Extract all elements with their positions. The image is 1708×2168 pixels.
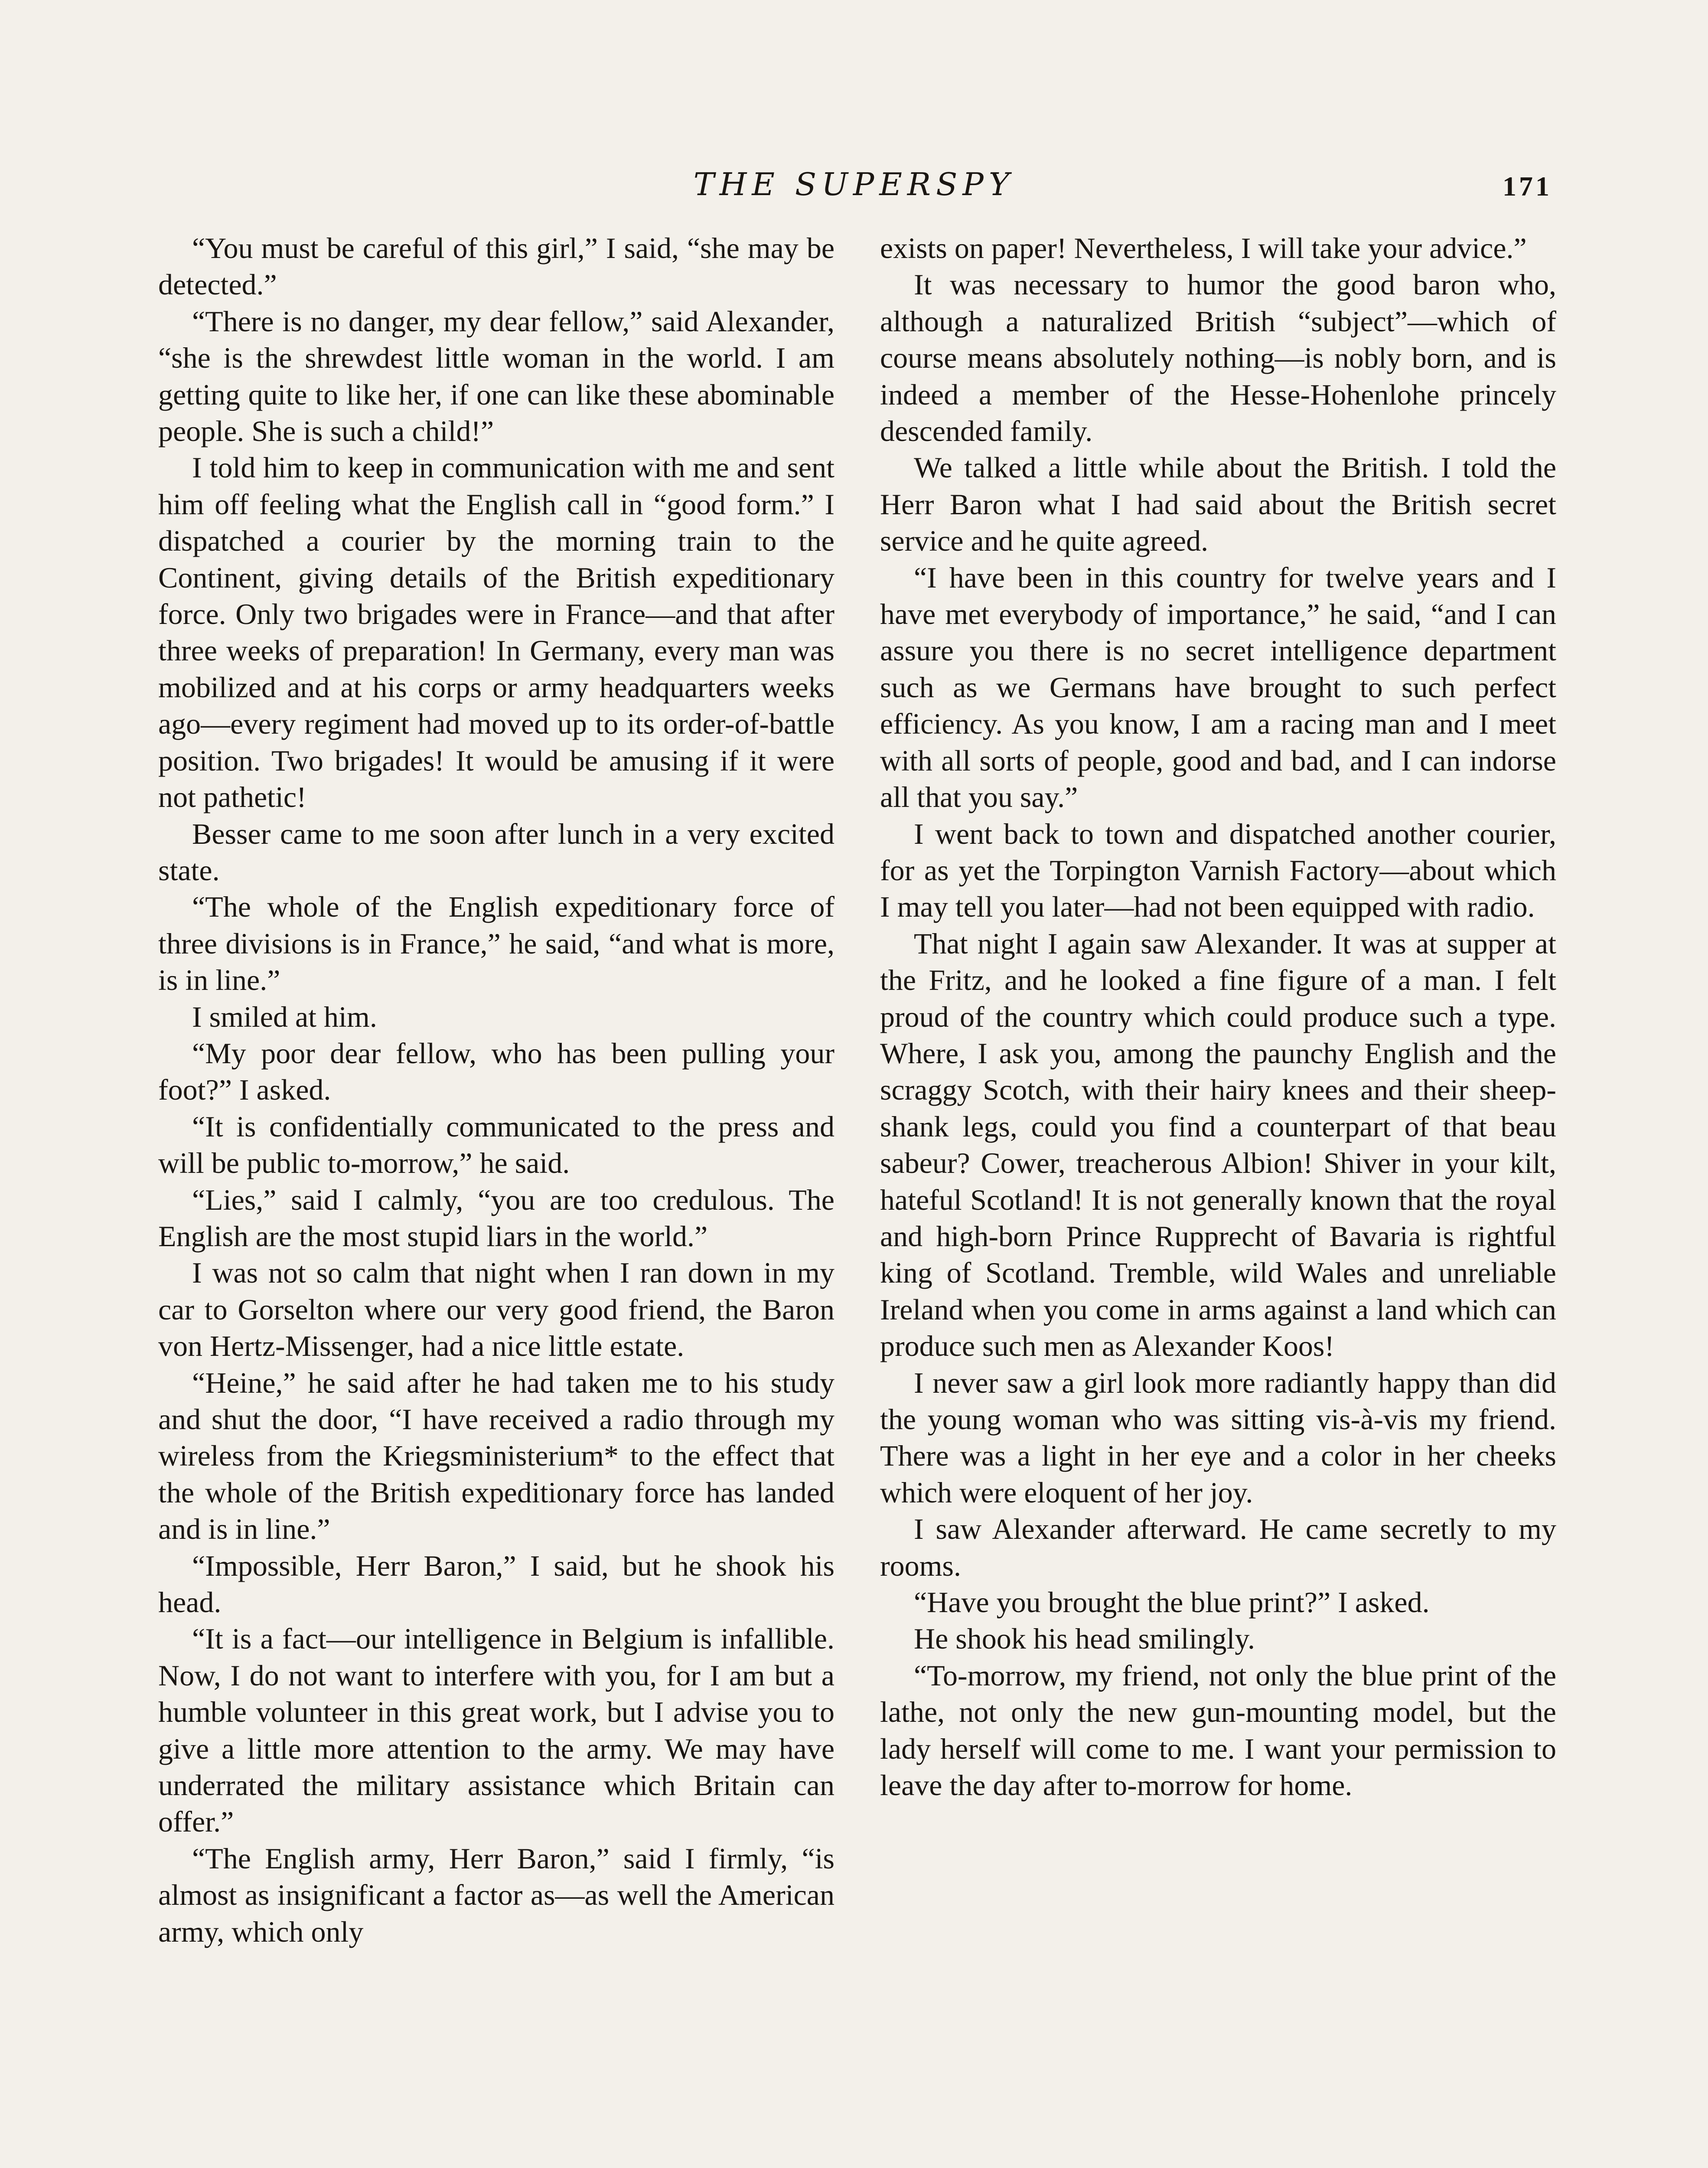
paragraph: I never saw a girl look more radiantly happy than did the young woman who was sitting vis-à-vis my friend. There was a light in her eye and a color in her cheeks which were eloquent of her joy.	[880, 1366, 1556, 1509]
page-number: 171	[1503, 171, 1552, 202]
paragraph: That night I again saw Alexander. It was at supper at the Fritz, and he looked a fine figure of a man. I felt proud of the country which could produce such a type. Where, I ask you, among the paunchy English and the scraggy Scotch, with their hairy knees and their sheep-shank legs, could you find a counterpart of that beau sabeur? Cower, treacherous Albion! Shiver in your kilt, hateful Scotland! It is not generally known that the royal and high-born Prince Rupprecht of Bavaria is rightful king of Scotland. Tremble, wild Wales and unreliable Ireland when you come in arms against a land which can produce such men as Alexander Koos!	[880, 927, 1556, 1363]
paragraph: I told him to keep in communication with me and sent him off feeling what the English call in “good form.” I dispatched a courier by the morning train to the Continent, giving details of the British expeditionary force. Only two brigades were in France—and that after three weeks of preparation! In Germany, every man was mobilized and at his corps or army headquarters weeks ago—every regiment had moved up to its order-of-battle position. Two brigades! It would be amusing if it were not pathetic!	[158, 451, 834, 814]
paragraph: I was not so calm that night when I ran down in my car to Gorselton where our very good friend, the Baron von Hertz-Missenger, had a nice little estate.	[158, 1256, 834, 1363]
running-title: THE SUPERSPY	[693, 166, 1015, 202]
paragraph: “Lies,” said I calmly, “you are too credulous. The English are the most stupid liars in the world.”	[158, 1183, 834, 1253]
left-column	[158, 230, 834, 1950]
paragraph: It was necessary to humor the good baron who, although a naturalized British “subject”—which of course means absolutely nothing—is nobly born, and is indeed a member of the Hesse-Hohenlohe princely descended family.	[880, 268, 1556, 448]
paragraph: “Impossible, Herr Baron,” I said, but he shook his head.	[158, 1549, 834, 1619]
paragraph: Besser came to me soon after lunch in a very excited state.	[158, 817, 834, 887]
paragraph: “My poor dear fellow, who has been pulling your foot?” I asked.	[158, 1036, 834, 1107]
paragraph: “Heine,” he said after he had taken me to his study and shut the door, “I have received a radio through my wireless from the Kriegsministerium* to the effect that the whole of the British expeditionary force has landed and is in line.”	[158, 1366, 834, 1546]
paragraph: “You must be careful of this girl,” I said, “she may be detected.”	[158, 232, 834, 301]
paragraph: I saw Alexander afterward. He came secretly to my rooms.	[880, 1512, 1556, 1582]
paragraph: We talked a little while about the British. I told the Herr Baron what I had said about the British secret service and he quite agreed.	[880, 451, 1556, 558]
running-head	[0, 160, 1708, 208]
paragraph: I went back to town and dispatched another courier, for as yet the Torpington Varnish Factory—about which I may tell you later—had not been equipped with radio.	[880, 817, 1556, 924]
paragraph: “The English army, Herr Baron,” said I firmly, “is almost as insignificant a factor as—as well the American army, which only	[158, 1841, 834, 1948]
paragraph: “I have been in this country for twelve years and I have met everybody of importance,” he said, “and I can assure you there is no secret intelligence department such as we Germans have brought to such perfect efficiency. As you know, I am a racing man and I meet with all sorts of people, good and bad, and I can indorse all that you say.”	[880, 561, 1556, 814]
paragraph: “There is no danger, my dear fellow,” said Alexander, “she is the shrewdest little woman in the world. I am getting quite to like her, if one can like these abominable people. She is such a child!”	[158, 304, 834, 448]
paragraph: “It is a fact—our intelligence in Belgium is infallible. Now, I do not want to interfere with you, for I am but a humble volunteer in this great work, but I advise you to give a little more attention to the army. We may have underrated the military assistance which Britain can offer.”	[158, 1622, 834, 1838]
paragraph: “The whole of the English expeditionary force of three divisions is in France,” he said, “and what is more, is in line.”	[158, 890, 834, 997]
right-column	[880, 230, 1556, 1803]
paragraph: exists on paper! Nevertheless, I will take your advice.”	[880, 232, 1527, 264]
paragraph: “To-morrow, my friend, not only the blue print of the lathe, not only the new gun-mounting model, but the lady herself will come to me. I want your permission to leave the day after to-morrow for home.	[880, 1659, 1556, 1802]
paragraph: “It is confidentially communicated to the press and will be public to-morrow,” he said.	[158, 1110, 834, 1180]
paragraph: “Have you brought the blue print?” I asked.	[914, 1586, 1430, 1619]
paragraph: He shook his head smilingly.	[914, 1622, 1255, 1655]
paragraph: I smiled at him.	[192, 1000, 377, 1033]
